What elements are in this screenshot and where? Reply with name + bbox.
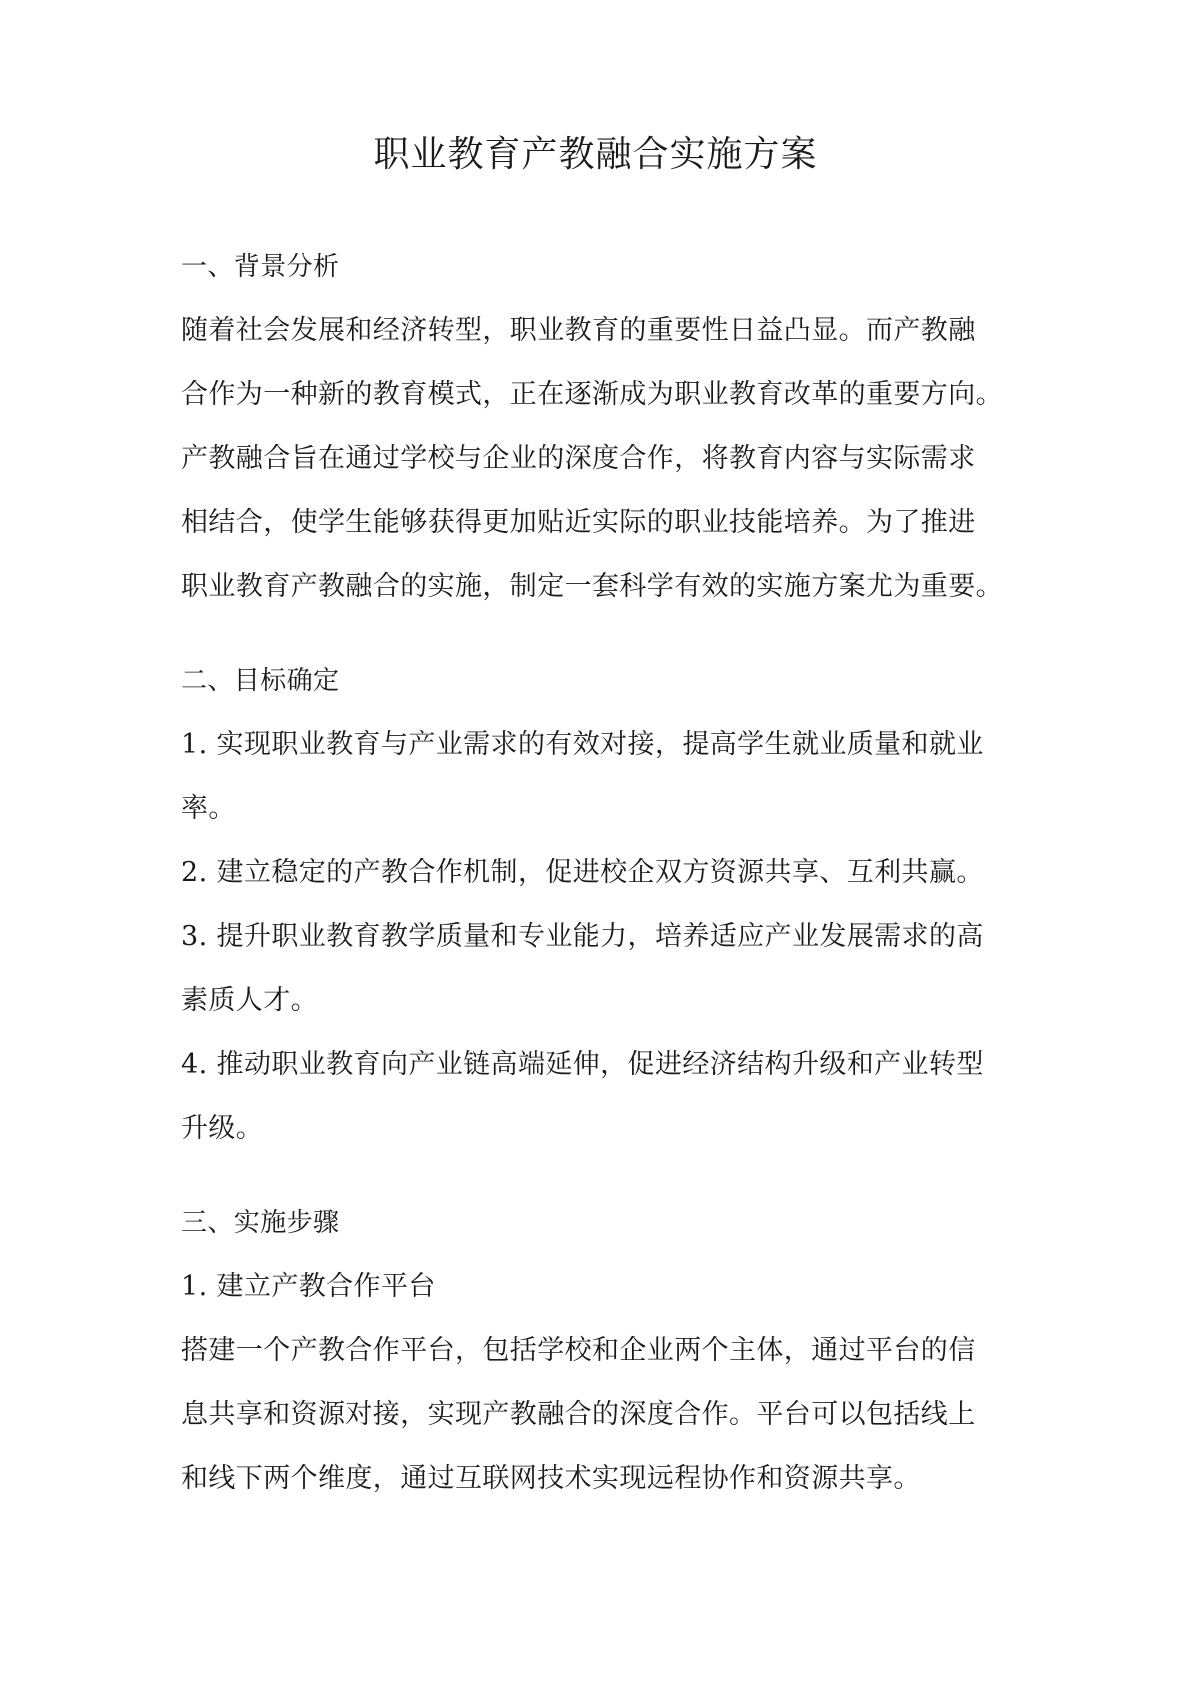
section-gap [181,1161,1021,1191]
list-item-line: 升级。 [181,1113,264,1144]
list-item-line: 素质人才。 [181,985,318,1016]
paragraph-line: 产教融合旨在通过学校与企业的深度合作，将教育内容与实际需求 [181,443,976,474]
document-title: 职业教育产教融合实施方案 [373,134,818,175]
section-heading: 二、目标确定 [181,666,340,696]
section-steps [181,1191,1021,1511]
paragraph-line: 合作为一种新的教育模式，正在逐渐成为职业教育改革的重要方向。 [181,379,1003,410]
paragraph-line: 随着社会发展和经济转型，职业教育的重要性日益凸显。而产教融 [181,315,976,346]
paragraph-line: 相结合，使学生能够获得更加贴近实际的职业技能培养。为了推进 [181,507,976,538]
list-item-line: 4. 推动职业教育向产业链高端延伸，促进经济结构升级和产业转型 [181,1049,984,1080]
list-item-line: 2. 建立稳定的产教合作机制，促进校企双方资源共享、互利共赢。 [181,857,984,888]
section-heading: 一、背景分析 [181,252,340,282]
section-background [181,235,1021,619]
paragraph-line: 职业教育产教融合的实施，制定一套科学有效的实施方案尤为重要。 [181,571,1003,602]
section-gap [181,619,1021,649]
list-item-line: 3. 提升职业教育教学质量和专业能力，培养适应产业发展需求的高 [181,921,984,952]
list-item-line: 1. 实现职业教育与产业需求的有效对接，提高学生就业质量和就业 [181,729,984,760]
paragraph-line: 息共享和资源对接，实现产教融合的深度合作。平台可以包括线上 [181,1399,976,1430]
section-heading: 三、实施步骤 [181,1208,340,1238]
paragraph-line: 和线下两个维度，通过互联网技术实现远程协作和资源共享。 [181,1463,921,1494]
subheading-line: 1. 建立产教合作平台 [181,1271,436,1302]
section-goals [181,649,1021,1161]
document-body [181,235,1021,1511]
list-item-line: 率。 [181,793,236,824]
paragraph-line: 搭建一个产教合作平台，包括学校和企业两个主体，通过平台的信 [181,1335,976,1366]
